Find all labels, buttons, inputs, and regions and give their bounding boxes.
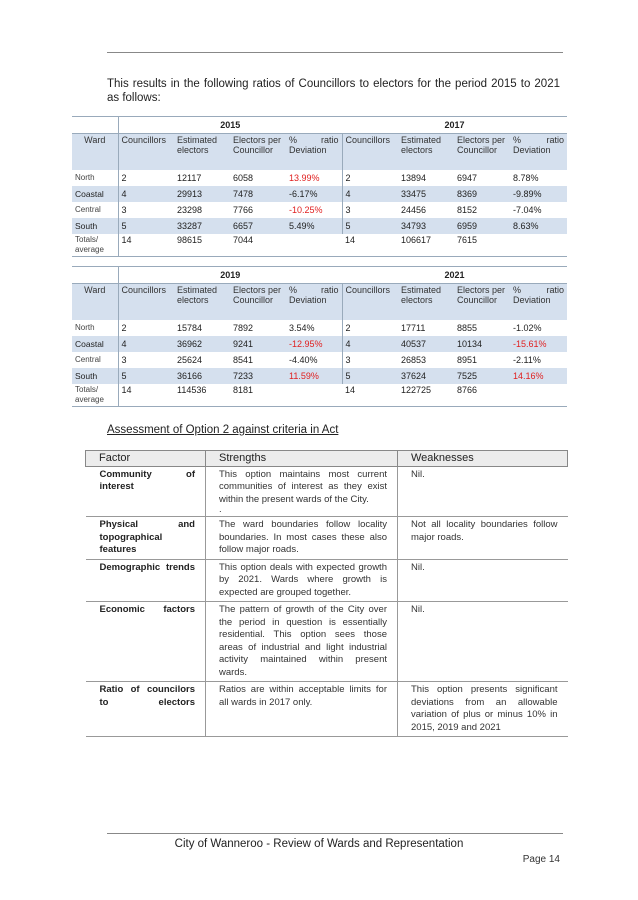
estimated-electors-value: 13894 xyxy=(401,173,427,183)
assessment-row xyxy=(86,602,568,682)
councillors-value: 4 xyxy=(118,186,174,202)
average-electors-per-councillor: 8181 xyxy=(230,384,286,407)
electors-per-councillor-value: 8951 xyxy=(457,355,478,365)
ratio-deviation-value: -2.11% xyxy=(513,355,541,365)
electors-per-councillor-value: 6947 xyxy=(457,173,478,183)
ratio-deviation-value: -15.61% xyxy=(510,336,567,352)
weaknesses-cell: This option presents significant deviations from an allowable variation of plus or minus 10% in 2015, 2019 and 2021 xyxy=(398,682,568,737)
ratio-deviation-header: % ratio Deviation xyxy=(510,134,567,171)
ratio-deviation-value: -1.02% xyxy=(513,323,542,333)
total-ratio-deviation xyxy=(286,234,342,257)
electors-per-councillor-value: 7892 xyxy=(233,323,254,333)
ratio-deviation-value: -9.89% xyxy=(510,186,567,202)
councillors-value: 4 xyxy=(342,336,398,352)
ward-row xyxy=(72,218,567,234)
councillors-value: 2 xyxy=(118,170,174,186)
ratio-deviation-value: 8.78% xyxy=(513,173,539,183)
estimated-electors-value: 29913 xyxy=(174,186,230,202)
ratio-deviation-value: 11.59% xyxy=(286,368,342,384)
estimated-electors-header: Estimated electors xyxy=(398,284,454,321)
assessment-header-row xyxy=(86,451,568,467)
total-councillors: 14 xyxy=(118,384,174,407)
councillors-value: 5 xyxy=(118,368,174,384)
electors-per-councillor-value: 8369 xyxy=(454,186,510,202)
ratio-deviation-header: % ratio Deviation xyxy=(510,284,567,321)
councillors-header: Councillors xyxy=(342,134,398,171)
assessment-heading: Assessment of Option 2 against criteria in Act xyxy=(107,424,339,436)
electors-per-councillor-value: 8152 xyxy=(457,205,478,215)
factor-cell: Economic factors xyxy=(86,602,206,682)
strengths-cell xyxy=(206,682,398,737)
ratio-deviation-value: 5.49% xyxy=(286,218,342,234)
estimated-electors-value: 36166 xyxy=(174,368,230,384)
ward-row xyxy=(72,320,567,336)
ratio-deviation-value: 14.16% xyxy=(510,368,567,384)
councillors-value: 5 xyxy=(342,218,398,234)
councillors-value: 3 xyxy=(342,352,398,368)
ward-row xyxy=(72,170,567,186)
estimated-electors-header: Estimated electors xyxy=(174,134,230,171)
column-header-row xyxy=(72,134,567,171)
weaknesses-cell: Nil. xyxy=(398,466,568,517)
estimated-electors-value: 17711 xyxy=(401,323,426,333)
ward-row xyxy=(72,336,567,352)
totals-row xyxy=(72,234,567,257)
assessment-row xyxy=(86,517,568,560)
electors-per-councillor-header: Electors per Councillor xyxy=(454,284,510,321)
strengths-header: Strengths xyxy=(206,451,398,467)
page-number: Page 14 xyxy=(522,854,560,865)
councillors-header: Councillors xyxy=(342,284,398,321)
ward-name: North xyxy=(75,173,95,182)
year-blank xyxy=(72,267,118,284)
header-rule xyxy=(107,52,563,53)
year-blank xyxy=(72,117,118,134)
councillors-value: 5 xyxy=(342,368,398,384)
electors-per-councillor-value: 6058 xyxy=(233,173,254,183)
electors-per-councillor-header: Electors per Councillor xyxy=(454,134,510,171)
assessment-row xyxy=(86,559,568,602)
total-estimated-electors: 114536 xyxy=(174,384,230,407)
estimated-electors-value: 36962 xyxy=(174,336,230,352)
ratio-deviation-value: 8.63% xyxy=(510,218,567,234)
assessment-row xyxy=(86,682,568,737)
ward-row xyxy=(72,352,567,368)
weaknesses-cell: Not all locality boundaries follow major roads. xyxy=(398,517,568,560)
year-left: 2015 xyxy=(118,117,342,134)
total-estimated-electors: 98615 xyxy=(174,234,230,257)
councillors-header: Councillors xyxy=(118,284,174,321)
electors-per-councillor-value: 7478 xyxy=(230,186,286,202)
strengths-text: The pattern of growth of the City over the period in question is essentially residential. This option sees those areas of industrial and light industrial activity maintained within present wards. xyxy=(219,604,387,678)
estimated-electors-value: 25624 xyxy=(177,355,203,365)
totals-row xyxy=(72,384,567,407)
estimated-electors-value: 33287 xyxy=(174,218,230,234)
strengths-text: Ratios are within acceptable limits for all wards in 2017 only. xyxy=(219,684,387,708)
column-header-row xyxy=(72,284,567,321)
ratio-deviation-value: 3.54% xyxy=(289,323,315,333)
electors-per-councillor-value: 6959 xyxy=(454,218,510,234)
ward-row xyxy=(72,186,567,202)
electors-per-councillor-value: 7525 xyxy=(454,368,510,384)
year-right: 2021 xyxy=(342,267,567,284)
factor-cell: Ratio of councilors to electors xyxy=(86,682,206,737)
strengths-text: This option maintains most current communities of interest as they exist within the present wards of the City. xyxy=(219,468,387,505)
ward-name: Central xyxy=(75,355,101,364)
ratio-deviation-value: -4.40% xyxy=(289,355,318,365)
total-councillors: 14 xyxy=(118,234,174,257)
intro-paragraph: This results in the following ratios of Councillors to electors for the period 2015 to 2021 as follows: xyxy=(107,78,560,104)
estimated-electors-header: Estimated electors xyxy=(398,134,454,171)
factor-header: Factor xyxy=(86,451,206,467)
ward-name: South xyxy=(72,368,118,384)
electors-per-councillor-header: Electors per Councillor xyxy=(230,284,286,321)
total-estimated-electors: 122725 xyxy=(398,384,454,407)
ward-header: Ward xyxy=(72,134,118,171)
year-row xyxy=(72,267,567,284)
estimated-electors-value: 37624 xyxy=(398,368,454,384)
total-councillors: 14 xyxy=(342,384,398,407)
councillors-value: 4 xyxy=(118,336,174,352)
strengths-text: This option deals with expected growth by 2021. Wards where growth is expected are grouped together. xyxy=(219,561,387,598)
strengths-text: The ward boundaries follow locality boundaries. In most cases these also follow major roads. xyxy=(219,519,387,555)
totals-label: Totals/ average xyxy=(72,234,118,257)
councillors-value: 4 xyxy=(342,186,398,202)
councillors-value: 2 xyxy=(342,170,398,186)
weaknesses-cell: Nil. xyxy=(398,602,568,682)
estimated-electors-value: 12117 xyxy=(177,173,202,183)
ratio-deviation-value: -7.04% xyxy=(513,205,542,215)
estimated-electors-value: 24456 xyxy=(401,205,427,215)
total-ratio-deviation xyxy=(510,384,567,407)
average-electors-per-councillor: 8766 xyxy=(454,384,510,407)
total-estimated-electors: 106617 xyxy=(398,234,454,257)
totals-label: Totals/ average xyxy=(72,384,118,407)
estimated-electors-value: 40537 xyxy=(398,336,454,352)
estimated-electors-value: 15784 xyxy=(177,323,203,333)
assessment-table xyxy=(85,450,568,737)
councillors-value: 5 xyxy=(118,218,174,234)
electors-per-councillor-value: 8855 xyxy=(457,323,478,333)
estimated-electors-value: 23298 xyxy=(177,205,203,215)
ratio-deviation-value: 13.99% xyxy=(289,173,320,183)
ward-name: North xyxy=(75,323,95,332)
footer-title: City of Wanneroo - Review of Wards and Representation xyxy=(174,838,464,850)
electors-per-councillor-header: Electors per Councillor xyxy=(230,134,286,171)
weaknesses-cell: Nil. xyxy=(398,559,568,602)
total-councillors: 14 xyxy=(342,234,398,257)
estimated-electors-value: 34793 xyxy=(398,218,454,234)
councillors-value: 3 xyxy=(118,202,174,218)
total-ratio-deviation xyxy=(510,234,567,257)
ward-name: Coastal xyxy=(72,336,118,352)
total-ratio-deviation xyxy=(286,384,342,407)
ratio-table-2019-2021 xyxy=(72,266,567,407)
strengths-cell xyxy=(206,559,398,602)
year-row xyxy=(72,117,567,134)
electors-per-councillor-value: 6657 xyxy=(230,218,286,234)
councillors-header: Councillors xyxy=(118,134,174,171)
electors-per-councillor-value: 9241 xyxy=(230,336,286,352)
average-electors-per-councillor: 7044 xyxy=(230,234,286,257)
assessment-row xyxy=(86,466,568,517)
average-electors-per-councillor: 7615 xyxy=(454,234,510,257)
electors-per-councillor-value: 8541 xyxy=(233,355,254,365)
strengths-cell xyxy=(206,517,398,560)
ratio-deviation-header: % ratio Deviation xyxy=(286,134,342,171)
electors-per-councillor-value: 10134 xyxy=(454,336,510,352)
councillors-value: 2 xyxy=(342,320,398,336)
councillors-value: 2 xyxy=(118,320,174,336)
ward-header: Ward xyxy=(72,284,118,321)
estimated-electors-header: Estimated electors xyxy=(174,284,230,321)
year-left: 2019 xyxy=(118,267,342,284)
factor-cell: Demographic trends xyxy=(86,559,206,602)
councillors-value: 3 xyxy=(118,352,174,368)
estimated-electors-value: 26853 xyxy=(401,355,427,365)
ward-name: Coastal xyxy=(72,186,118,202)
strengths-extra: . xyxy=(219,504,222,515)
factor-cell: Physical and topographical features xyxy=(86,517,206,560)
electors-per-councillor-value: 7766 xyxy=(233,205,254,215)
ratio-table-2015-2017 xyxy=(72,116,567,257)
ward-row xyxy=(72,202,567,218)
councillors-value: 3 xyxy=(342,202,398,218)
year-right: 2017 xyxy=(342,117,567,134)
ratio-deviation-header: % ratio Deviation xyxy=(286,284,342,321)
estimated-electors-value: 33475 xyxy=(398,186,454,202)
footer-rule xyxy=(107,833,563,834)
strengths-cell xyxy=(206,602,398,682)
ward-row xyxy=(72,368,567,384)
ratio-deviation-value: -12.95% xyxy=(286,336,342,352)
ratio-deviation-value: -10.25% xyxy=(289,205,323,215)
electors-per-councillor-value: 7233 xyxy=(230,368,286,384)
strengths-cell xyxy=(206,466,398,517)
weaknesses-header: Weaknesses xyxy=(398,451,568,467)
ratio-deviation-value: -6.17% xyxy=(286,186,342,202)
ward-name: Central xyxy=(75,205,101,214)
ward-name: South xyxy=(72,218,118,234)
factor-cell: Community of interest xyxy=(86,466,206,517)
